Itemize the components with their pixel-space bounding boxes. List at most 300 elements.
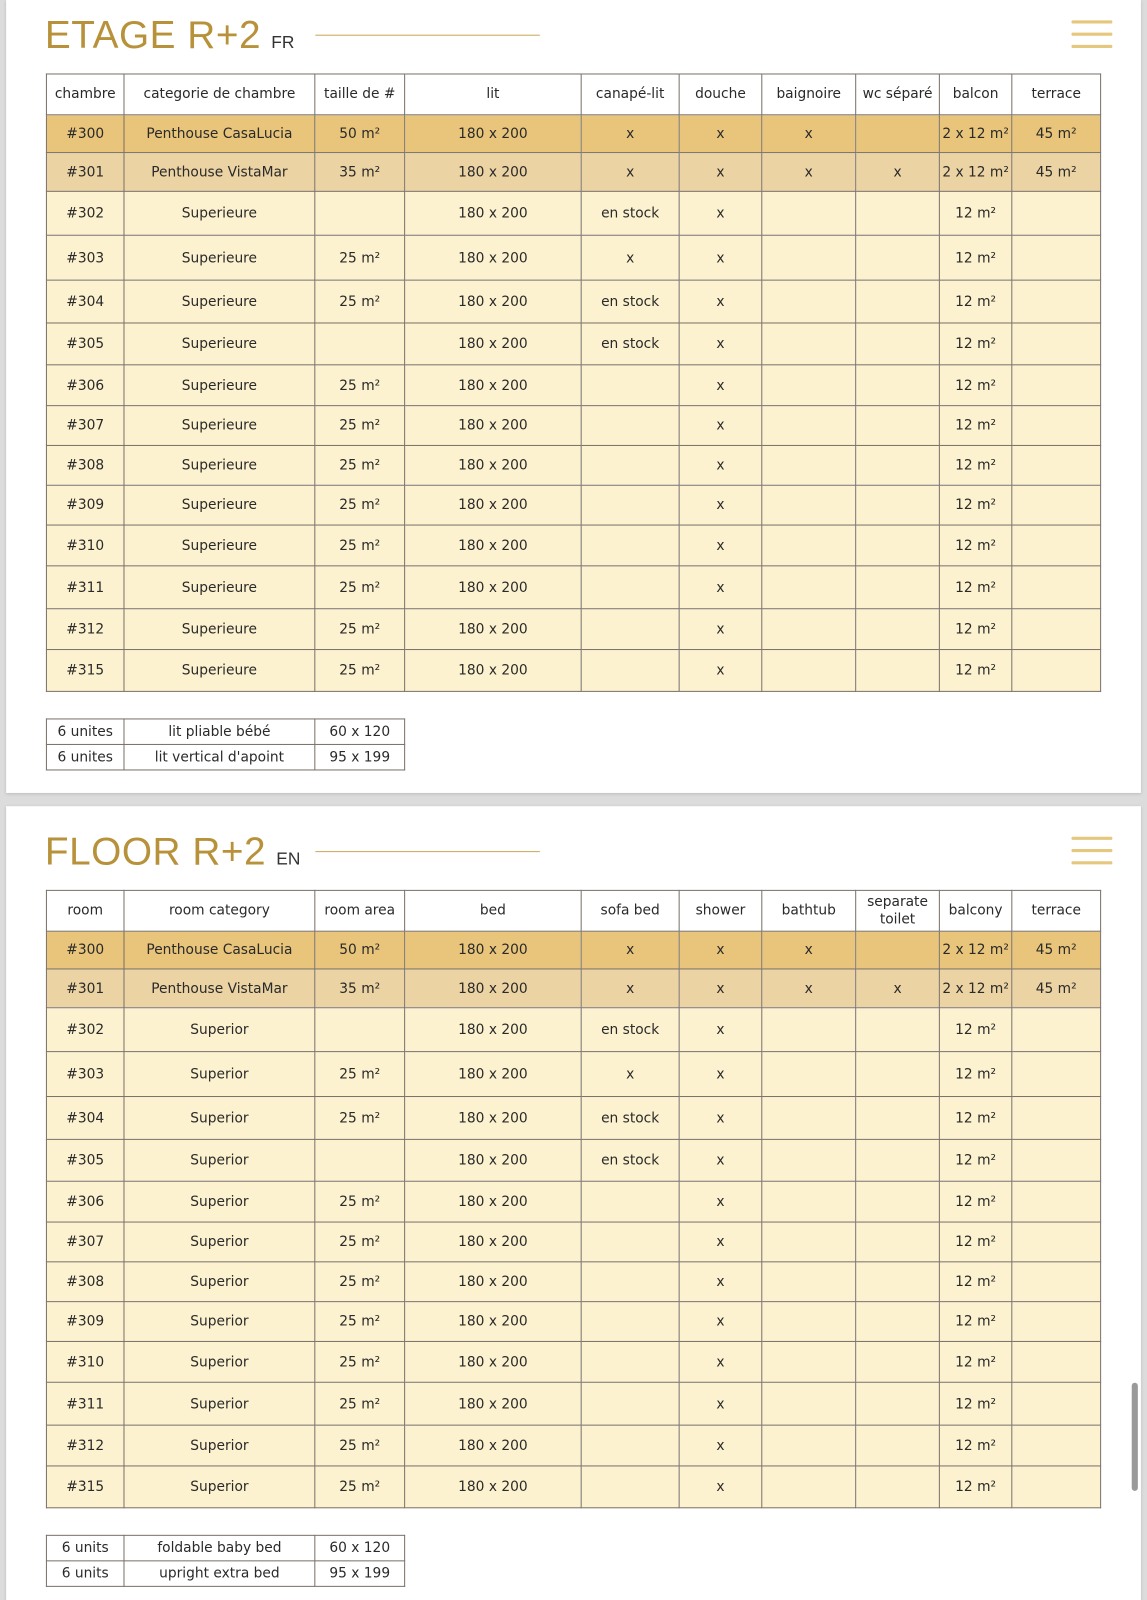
cell-category: Superieure <box>124 191 315 235</box>
cell-room: #303 <box>46 1052 124 1097</box>
cell-bed: 180 x 200 <box>405 323 582 365</box>
header-row <box>46 890 1100 931</box>
cell-terrace: 45 m² <box>1012 931 1101 969</box>
cell-category: Superior <box>124 1097 315 1140</box>
cell-shower: x <box>679 406 762 446</box>
table-row <box>46 1097 1100 1140</box>
column-header-bathtub: baignoire <box>762 74 856 115</box>
cell-shower: x <box>679 323 762 365</box>
column-header-terrace: terrace <box>1012 890 1101 931</box>
cell-area: 35 m² <box>315 969 405 1008</box>
cell-bed-type: lit pliable bébé <box>124 719 315 745</box>
table-row <box>46 1466 1100 1508</box>
cell-shower: x <box>679 191 762 235</box>
cell-separate-toilet <box>856 1382 940 1425</box>
column-header-sofa-bed: canapé-lit <box>581 74 679 115</box>
cell-bathtub <box>762 566 856 609</box>
table-row <box>46 153 1100 192</box>
cell-bed: 180 x 200 <box>405 650 582 692</box>
cell-sofa-bed <box>581 365 679 406</box>
cell-bed: 180 x 200 <box>405 566 582 609</box>
cell-category: Superieure <box>124 650 315 692</box>
cell-room: #309 <box>46 485 124 525</box>
table-row <box>46 191 1100 235</box>
cell-terrace <box>1012 566 1101 609</box>
column-header-shower: douche <box>679 74 762 115</box>
title-text: ETAGE R+2 <box>44 14 262 58</box>
cell-room: #311 <box>46 1382 124 1425</box>
panel-en <box>6 806 1141 1600</box>
cell-shower: x <box>679 1097 762 1140</box>
table-row <box>46 365 1100 406</box>
cell-bed: 180 x 200 <box>405 1097 582 1140</box>
cell-sofa-bed <box>581 1181 679 1222</box>
cell-terrace: 45 m² <box>1012 153 1101 192</box>
cell-shower: x <box>679 969 762 1008</box>
table-row <box>46 969 1100 1008</box>
cell-category: Penthouse CasaLucia <box>124 115 315 153</box>
cell-bathtub <box>762 235 856 280</box>
cell-room: #308 <box>46 445 124 485</box>
cell-separate-toilet <box>856 609 940 650</box>
cell-room: #303 <box>46 235 124 280</box>
cell-size: 60 x 120 <box>315 1535 405 1561</box>
cell-bathtub: x <box>762 931 856 969</box>
cell-terrace <box>1012 609 1101 650</box>
cell-sofa-bed: x <box>581 969 679 1008</box>
cell-sofa-bed <box>581 1341 679 1382</box>
cell-room: #306 <box>46 1181 124 1222</box>
cell-bathtub <box>762 1181 856 1222</box>
cell-separate-toilet <box>856 1097 940 1140</box>
cell-category: Penthouse VistaMar <box>124 153 315 192</box>
cell-room: #305 <box>46 1139 124 1181</box>
cell-bed: 180 x 200 <box>405 1052 582 1097</box>
cell-separate-toilet <box>856 1181 940 1222</box>
cell-separate-toilet <box>856 525 940 566</box>
cell-shower: x <box>679 365 762 406</box>
column-header-sofa-bed: sofa bed <box>581 890 679 931</box>
column-header-separate-toilet: wc séparé <box>856 74 940 115</box>
cell-balcony: 12 m² <box>939 280 1011 323</box>
cell-balcony: 12 m² <box>939 1262 1011 1302</box>
hamburger-menu-icon[interactable] <box>1072 20 1113 49</box>
cell-room: #306 <box>46 365 124 406</box>
cell-area: 25 m² <box>315 566 405 609</box>
cell-bathtub <box>762 445 856 485</box>
cell-shower: x <box>679 525 762 566</box>
cell-area: 25 m² <box>315 1466 405 1508</box>
cell-quantity: 6 unites <box>46 744 124 770</box>
cell-category: Superieure <box>124 235 315 280</box>
cell-shower: x <box>679 1262 762 1302</box>
cell-sofa-bed: en stock <box>581 1008 679 1052</box>
cell-terrace: 45 m² <box>1012 115 1101 153</box>
cell-size: 95 x 199 <box>315 1561 405 1587</box>
cell-room: #310 <box>46 525 124 566</box>
column-header-bed: lit <box>405 74 582 115</box>
cell-room: #315 <box>46 1466 124 1508</box>
cell-category: Superior <box>124 1382 315 1425</box>
cell-balcony: 12 m² <box>939 525 1011 566</box>
cell-sofa-bed: x <box>581 235 679 280</box>
cell-room: #300 <box>46 931 124 969</box>
cell-balcony: 12 m² <box>939 1222 1011 1262</box>
cell-area: 25 m² <box>315 1341 405 1382</box>
column-header-balcony: balcon <box>939 74 1011 115</box>
cell-balcony: 12 m² <box>939 609 1011 650</box>
cell-category: Superieure <box>124 280 315 323</box>
cell-separate-toilet <box>856 1425 940 1466</box>
cell-balcony: 2 x 12 m² <box>939 931 1011 969</box>
cell-balcony: 12 m² <box>939 365 1011 406</box>
cell-category: Superior <box>124 1425 315 1466</box>
cell-separate-toilet <box>856 406 940 446</box>
divider <box>315 35 540 36</box>
rooms-table-en <box>46 890 1101 1508</box>
cell-terrace <box>1012 1222 1101 1262</box>
cell-separate-toilet <box>856 1262 940 1302</box>
cell-bed: 180 x 200 <box>405 1466 582 1508</box>
cell-bathtub: x <box>762 153 856 192</box>
cell-size: 95 x 199 <box>315 744 405 770</box>
cell-area: 25 m² <box>315 1262 405 1302</box>
cell-terrace <box>1012 365 1101 406</box>
cell-bathtub <box>762 1341 856 1382</box>
cell-room: #301 <box>46 969 124 1008</box>
cell-bed-type: foldable baby bed <box>124 1535 315 1561</box>
extra-bed-row <box>46 1561 404 1587</box>
cell-terrace <box>1012 191 1101 235</box>
cell-balcony: 12 m² <box>939 323 1011 365</box>
cell-bathtub <box>762 1139 856 1181</box>
cell-bed: 180 x 200 <box>405 1341 582 1382</box>
cell-area: 25 m² <box>315 1382 405 1425</box>
cell-bed: 180 x 200 <box>405 1302 582 1342</box>
table-row <box>46 235 1100 280</box>
cell-shower: x <box>679 609 762 650</box>
cell-bed: 180 x 200 <box>405 115 582 153</box>
cell-area: 25 m² <box>315 445 405 485</box>
cell-sofa-bed <box>581 406 679 446</box>
cell-separate-toilet <box>856 280 940 323</box>
table-row <box>46 1008 1100 1052</box>
cell-shower: x <box>679 485 762 525</box>
header-row <box>46 74 1100 115</box>
cell-sofa-bed <box>581 1425 679 1466</box>
cell-bed-type: upright extra bed <box>124 1561 315 1587</box>
cell-category: Penthouse VistaMar <box>124 969 315 1008</box>
cell-sofa-bed <box>581 650 679 692</box>
cell-shower: x <box>679 1181 762 1222</box>
table-row <box>46 1382 1100 1425</box>
column-header-area: room area <box>315 890 405 931</box>
cell-separate-toilet <box>856 1302 940 1342</box>
table-row <box>46 323 1100 365</box>
cell-terrace <box>1012 1052 1101 1097</box>
cell-terrace <box>1012 1008 1101 1052</box>
cell-balcony: 12 m² <box>939 1052 1011 1097</box>
cell-area: 25 m² <box>315 1302 405 1342</box>
column-header-shower: shower <box>679 890 762 931</box>
cell-sofa-bed <box>581 566 679 609</box>
cell-area <box>315 1008 405 1052</box>
table-row <box>46 1222 1100 1262</box>
cell-separate-toilet: x <box>856 969 940 1008</box>
cell-separate-toilet <box>856 323 940 365</box>
cell-separate-toilet <box>856 650 940 692</box>
cell-category: Superior <box>124 1341 315 1382</box>
cell-size: 60 x 120 <box>315 719 405 745</box>
cell-area: 25 m² <box>315 365 405 406</box>
cell-sofa-bed <box>581 1382 679 1425</box>
cell-bed: 180 x 200 <box>405 609 582 650</box>
cell-bed: 180 x 200 <box>405 1262 582 1302</box>
scrollbar[interactable] <box>1132 1383 1138 1491</box>
cell-category: Superieure <box>124 525 315 566</box>
cell-balcony: 12 m² <box>939 406 1011 446</box>
cell-area: 25 m² <box>315 1425 405 1466</box>
cell-sofa-bed <box>581 1222 679 1262</box>
cell-sofa-bed <box>581 485 679 525</box>
cell-bed: 180 x 200 <box>405 445 582 485</box>
cell-bathtub <box>762 1425 856 1466</box>
cell-balcony: 12 m² <box>939 1382 1011 1425</box>
cell-category: Superieure <box>124 406 315 446</box>
cell-sofa-bed: x <box>581 115 679 153</box>
cell-separate-toilet: x <box>856 153 940 192</box>
cell-category: Superior <box>124 1008 315 1052</box>
column-header-area: taille de # <box>315 74 405 115</box>
cell-bathtub <box>762 1466 856 1508</box>
cell-bathtub <box>762 1097 856 1140</box>
cell-category: Penthouse CasaLucia <box>124 931 315 969</box>
cell-terrace <box>1012 650 1101 692</box>
cell-bathtub <box>762 280 856 323</box>
cell-area: 25 m² <box>315 1052 405 1097</box>
cell-balcony: 12 m² <box>939 1008 1011 1052</box>
cell-room: #312 <box>46 609 124 650</box>
cell-bathtub <box>762 406 856 446</box>
divider <box>315 851 540 852</box>
cell-area: 25 m² <box>315 1097 405 1140</box>
cell-bathtub <box>762 1382 856 1425</box>
cell-category: Superior <box>124 1262 315 1302</box>
cell-bed: 180 x 200 <box>405 931 582 969</box>
cell-shower: x <box>679 235 762 280</box>
cell-bed: 180 x 200 <box>405 280 582 323</box>
cell-shower: x <box>679 280 762 323</box>
cell-separate-toilet <box>856 445 940 485</box>
cell-separate-toilet <box>856 566 940 609</box>
cell-area: 25 m² <box>315 406 405 446</box>
cell-room: #310 <box>46 1341 124 1382</box>
column-header-balcony: balcony <box>939 890 1011 931</box>
cell-bed-type: lit vertical d'apoint <box>124 744 315 770</box>
cell-balcony: 12 m² <box>939 566 1011 609</box>
cell-shower: x <box>679 1052 762 1097</box>
column-header-category: categorie de chambre <box>124 74 315 115</box>
cell-bed: 180 x 200 <box>405 1222 582 1262</box>
cell-shower: x <box>679 566 762 609</box>
table-row <box>46 1262 1100 1302</box>
cell-shower: x <box>679 1466 762 1508</box>
cell-balcony: 12 m² <box>939 1425 1011 1466</box>
column-header-bed: bed <box>405 890 582 931</box>
cell-quantity: 6 units <box>46 1561 124 1587</box>
cell-sofa-bed: en stock <box>581 1139 679 1181</box>
table-row <box>46 1139 1100 1181</box>
cell-bathtub <box>762 323 856 365</box>
cell-sofa-bed: x <box>581 1052 679 1097</box>
cell-shower: x <box>679 1302 762 1342</box>
cell-separate-toilet <box>856 485 940 525</box>
cell-terrace <box>1012 485 1101 525</box>
cell-bathtub <box>762 525 856 566</box>
hamburger-menu-icon[interactable] <box>1072 837 1113 866</box>
column-header-bathtub: bathtub <box>762 890 856 931</box>
cell-separate-toilet <box>856 1139 940 1181</box>
cell-balcony: 12 m² <box>939 1466 1011 1508</box>
cell-balcony: 12 m² <box>939 445 1011 485</box>
cell-room: #307 <box>46 1222 124 1262</box>
language-label: EN <box>276 849 301 869</box>
cell-separate-toilet <box>856 1008 940 1052</box>
cell-terrace <box>1012 323 1101 365</box>
cell-area <box>315 191 405 235</box>
cell-area: 25 m² <box>315 280 405 323</box>
cell-sofa-bed: en stock <box>581 323 679 365</box>
cell-bed: 180 x 200 <box>405 365 582 406</box>
cell-bed: 180 x 200 <box>405 485 582 525</box>
column-header-separate-toilet: separate toilet <box>856 890 940 931</box>
cell-bathtub <box>762 191 856 235</box>
cell-bed: 180 x 200 <box>405 406 582 446</box>
table-row <box>46 280 1100 323</box>
cell-category: Superieure <box>124 445 315 485</box>
cell-area <box>315 1139 405 1181</box>
cell-category: Superior <box>124 1222 315 1262</box>
cell-shower: x <box>679 1139 762 1181</box>
table-row <box>46 406 1100 446</box>
cell-category: Superior <box>124 1181 315 1222</box>
cell-sofa-bed: en stock <box>581 1097 679 1140</box>
cell-quantity: 6 unites <box>46 719 124 745</box>
table-row <box>46 485 1100 525</box>
cell-area: 25 m² <box>315 1222 405 1262</box>
cell-sofa-bed <box>581 1466 679 1508</box>
cell-shower: x <box>679 445 762 485</box>
cell-sofa-bed <box>581 525 679 566</box>
cell-area: 35 m² <box>315 153 405 192</box>
cell-separate-toilet <box>856 365 940 406</box>
cell-area: 25 m² <box>315 1181 405 1222</box>
cell-balcony: 12 m² <box>939 1341 1011 1382</box>
cell-sofa-bed <box>581 1262 679 1302</box>
cell-room: #302 <box>46 1008 124 1052</box>
cell-terrace: 45 m² <box>1012 969 1101 1008</box>
rooms-table-fr <box>46 73 1101 691</box>
cell-balcony: 12 m² <box>939 1302 1011 1342</box>
cell-bathtub <box>762 1008 856 1052</box>
table-row <box>46 1052 1100 1097</box>
extra-bed-row <box>46 719 404 745</box>
cell-room: #307 <box>46 406 124 446</box>
cell-category: Superieure <box>124 365 315 406</box>
cell-category: Superieure <box>124 323 315 365</box>
table-row <box>46 1302 1100 1342</box>
cell-room: #304 <box>46 280 124 323</box>
table-row <box>46 1341 1100 1382</box>
cell-bathtub <box>762 609 856 650</box>
column-header-terrace: terrace <box>1012 74 1101 115</box>
extra-beds-table-fr <box>46 718 405 770</box>
cell-balcony: 12 m² <box>939 191 1011 235</box>
cell-balcony: 12 m² <box>939 485 1011 525</box>
extra-beds-table-en <box>46 1535 405 1587</box>
cell-bed: 180 x 200 <box>405 969 582 1008</box>
cell-shower: x <box>679 115 762 153</box>
cell-terrace <box>1012 235 1101 280</box>
cell-sofa-bed: x <box>581 931 679 969</box>
cell-room: #308 <box>46 1262 124 1302</box>
language-label: FR <box>271 32 295 53</box>
cell-area: 25 m² <box>315 525 405 566</box>
cell-balcony: 12 m² <box>939 1139 1011 1181</box>
cell-separate-toilet <box>856 191 940 235</box>
cell-category: Superieure <box>124 609 315 650</box>
cell-room: #311 <box>46 566 124 609</box>
cell-balcony: 12 m² <box>939 1097 1011 1140</box>
cell-terrace <box>1012 1139 1101 1181</box>
cell-sofa-bed <box>581 609 679 650</box>
cell-shower: x <box>679 1425 762 1466</box>
table-row <box>46 566 1100 609</box>
cell-area: 25 m² <box>315 609 405 650</box>
cell-terrace <box>1012 406 1101 446</box>
cell-terrace <box>1012 1425 1101 1466</box>
cell-terrace <box>1012 1466 1101 1508</box>
cell-bed: 180 x 200 <box>405 235 582 280</box>
cell-room: #304 <box>46 1097 124 1140</box>
cell-shower: x <box>679 1382 762 1425</box>
cell-area: 50 m² <box>315 931 405 969</box>
cell-bed: 180 x 200 <box>405 1181 582 1222</box>
cell-bathtub <box>762 1262 856 1302</box>
cell-room: #305 <box>46 323 124 365</box>
cell-shower: x <box>679 1008 762 1052</box>
cell-bathtub <box>762 485 856 525</box>
cell-sofa-bed <box>581 445 679 485</box>
cell-balcony: 2 x 12 m² <box>939 115 1011 153</box>
cell-terrace <box>1012 1302 1101 1342</box>
extra-bed-row <box>46 1535 404 1561</box>
cell-bed: 180 x 200 <box>405 1382 582 1425</box>
cell-room: #315 <box>46 650 124 692</box>
cell-balcony: 2 x 12 m² <box>939 153 1011 192</box>
cell-room: #312 <box>46 1425 124 1466</box>
cell-shower: x <box>679 931 762 969</box>
cell-terrace <box>1012 1181 1101 1222</box>
table-row <box>46 115 1100 153</box>
cell-separate-toilet <box>856 1466 940 1508</box>
table-row <box>46 650 1100 692</box>
cell-bed: 180 x 200 <box>405 191 582 235</box>
cell-separate-toilet <box>856 1341 940 1382</box>
cell-area: 50 m² <box>315 115 405 153</box>
cell-terrace <box>1012 1262 1101 1302</box>
cell-terrace <box>1012 1382 1101 1425</box>
